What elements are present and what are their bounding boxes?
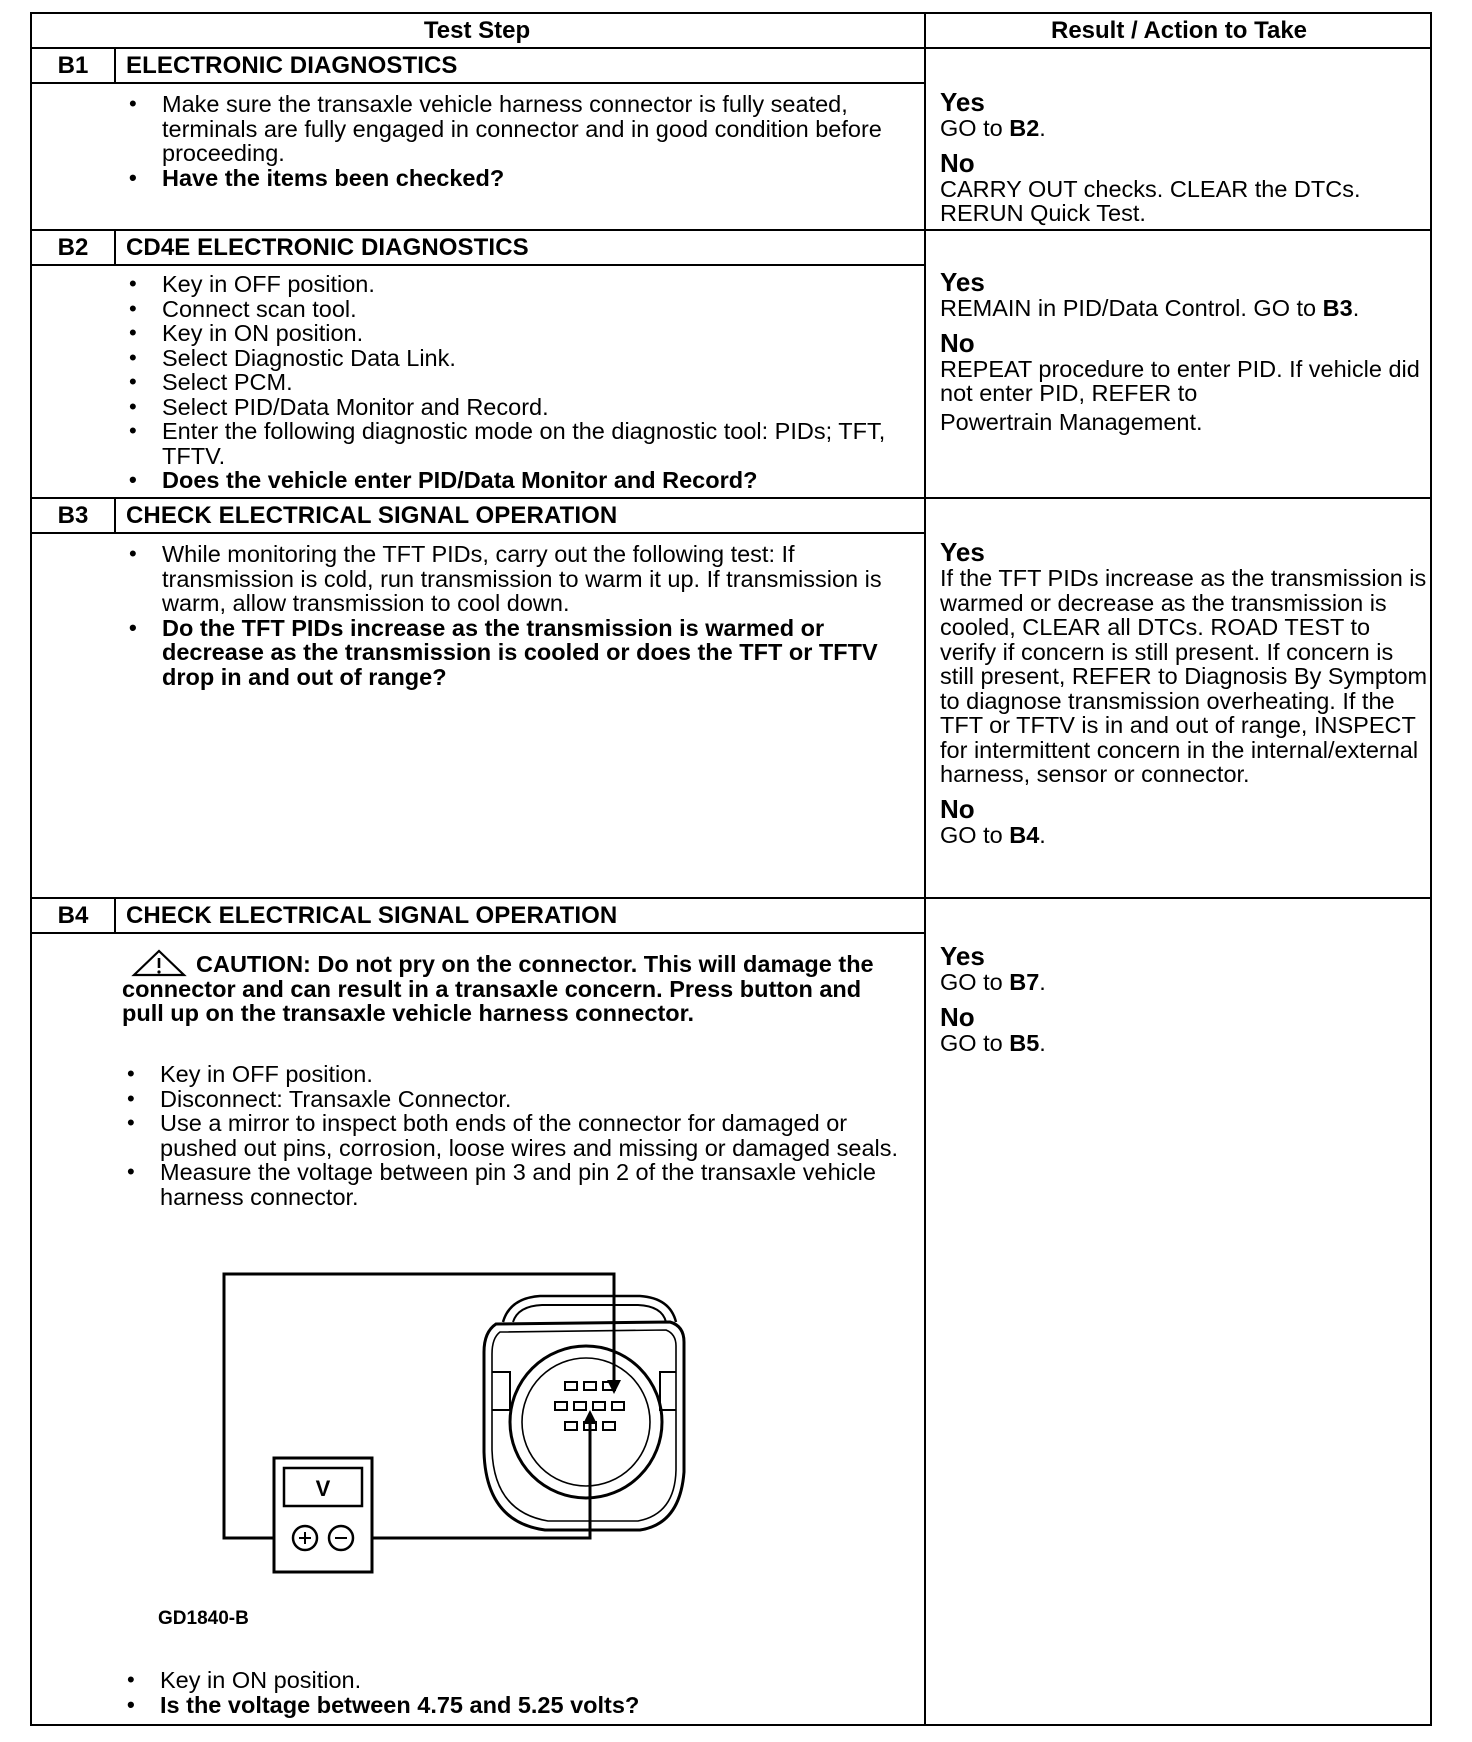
b2-title-divider <box>30 264 924 266</box>
step-id-b1: B1 <box>57 52 89 79</box>
list-item: • While monitoring the TFT PIDs, carry out the following test: If transmission is cold, run transmission to warm it up. If transmission is warm, allow transmission to cool down. <box>126 542 901 616</box>
yes-action <box>940 296 1430 321</box>
list-item: • Select Diagnostic Data Link. <box>126 346 906 371</box>
step-id-b3: B3 <box>57 502 89 529</box>
step-b3-items <box>126 542 901 689</box>
step-ref-b2: B2 <box>1009 115 1040 141</box>
no-action: REPEAT procedure to enter PID. If vehicle did not enter PID, REFER to <box>940 355 1420 406</box>
list-item: • Key in OFF position. <box>126 272 906 297</box>
no-label: No <box>940 1001 975 1032</box>
step-title-b3: CHECK ELECTRICAL SIGNAL OPERATION <box>126 502 618 529</box>
list-item: • Select PID/Data Monitor and Record. <box>126 395 906 420</box>
result-b1 <box>940 88 1430 234</box>
b4-id-divider <box>114 897 116 932</box>
no-text: GO to <box>940 821 1010 848</box>
step-title-b4: CHECK ELECTRICAL SIGNAL OPERATION <box>126 902 618 929</box>
negative-lead-wire <box>341 1418 590 1538</box>
caution-text <box>122 952 892 1026</box>
list-item: • Measure the voltage between pin 3 and pin 2 of the transaxle vehicle harness connector. <box>124 1160 904 1209</box>
list-item-question: • Is the voltage between 4.75 and 5.25 volts? <box>124 1693 904 1718</box>
list-item: • Disconnect: Transaxle Connector. <box>124 1087 904 1112</box>
yes-label: Yes <box>940 941 985 971</box>
no-text: GO to <box>940 1029 1010 1056</box>
list-item: • Key in OFF position. <box>124 1062 904 1087</box>
b4-title-divider <box>30 932 924 934</box>
list-item: • Use a mirror to inspect both ends of the connector for damaged or pushed out pins, corrosion, loose wires and missing or damaged seals. <box>124 1111 904 1160</box>
list-item-question: • Does the vehicle enter PID/Data Monitor and Record? <box>126 468 906 493</box>
figure-label: GD1840-B <box>158 1608 249 1629</box>
yes-label: Yes <box>940 267 985 297</box>
b3-title-divider <box>30 532 924 534</box>
step-b1-items <box>126 92 906 190</box>
yes-text: REMAIN in PID/Data Control. GO to <box>940 295 1323 321</box>
result-b3 <box>940 538 1430 855</box>
step-ref-b7: B7 <box>1009 969 1040 995</box>
voltmeter-icon <box>274 1458 372 1572</box>
step-id-b4: B4 <box>57 902 89 929</box>
step-id-b2: B2 <box>57 234 89 261</box>
list-item: • Enter the following diagnostic mode on the diagnostic tool: PIDs; TFT, TFTV. <box>126 419 906 468</box>
yes-label: Yes <box>940 87 985 117</box>
no-action <box>940 823 1430 848</box>
meter-symbol: V <box>315 1476 331 1501</box>
result-b4 <box>940 942 1430 1063</box>
yes-text: GO to <box>940 969 1010 995</box>
list-item: • Select PCM. <box>126 370 906 395</box>
step-ref-b5: B5 <box>1009 1029 1040 1056</box>
yes-text: GO to <box>940 115 1010 141</box>
column-divider <box>924 12 926 1726</box>
step-ref-b3: B3 <box>1322 295 1353 321</box>
header-test-step: Test Step <box>423 17 531 44</box>
no-action <box>940 1031 1430 1056</box>
yes-label: Yes <box>940 537 985 567</box>
header-result-action: Result / Action to Take <box>1050 17 1308 44</box>
list-item: • Key in ON position. <box>126 321 906 346</box>
result-b2 <box>940 268 1430 442</box>
b1-title-divider <box>30 82 924 84</box>
connector-icon <box>484 1296 684 1530</box>
yes-action: If the TFT PIDs increase as the transmission is warmed or decrease as the transmission is cooled, CLEAR all DTCs. ROAD TEST to verify if concern is still present. If concern is still present, REFER to Diagnosis By Symptom to diagnose transmission overheating. If the TFT or TFTV is in and out of range, INSPECT for intermittent concern in the internal/external harness, sensor or connector. <box>940 565 1428 787</box>
step-b4-items-after <box>124 1668 904 1717</box>
voltage-measurement-diagram <box>210 1262 700 1592</box>
no-text-end: . <box>1039 821 1046 848</box>
b1-id-divider <box>114 47 116 82</box>
list-item: • Make sure the transaxle vehicle harness connector is fully seated, terminals are fully engaged in connector and in good condition before proceeding. <box>126 92 906 166</box>
no-action: CARRY OUT checks. CLEAR the DTCs. RERUN Quick Test. <box>940 175 1361 226</box>
step-title-b2: CD4E ELECTRONIC DIAGNOSTICS <box>126 234 529 261</box>
no-action-reference: Powertrain Management. <box>940 408 1203 435</box>
list-item-question: • Do the TFT PIDs increase as the transmission is warmed or decrease as the transmission is cooled or does the TFT or TFTV drop in and out of range? <box>126 616 901 690</box>
caution-message: CAUTION: Do not pry on the connector. This will damage the connector and can result in a transaxle concern. Press button and pull up on the transaxle vehicle harness connector. <box>122 951 874 1026</box>
step-title-b1: ELECTRONIC DIAGNOSTICS <box>126 52 458 79</box>
no-label: No <box>940 327 975 358</box>
b3-id-divider <box>114 497 116 532</box>
step-ref-b4: B4 <box>1009 821 1040 848</box>
b2-row-end <box>30 497 1432 499</box>
step-b4-items <box>124 1062 904 1209</box>
yes-action <box>940 970 1430 995</box>
yes-text-end: . <box>1352 295 1360 321</box>
no-text-end: . <box>1039 1029 1046 1056</box>
list-item: • Connect scan tool. <box>126 297 906 322</box>
list-item: • Key in ON position. <box>124 1668 904 1693</box>
no-label: No <box>940 147 975 178</box>
yes-action <box>940 116 1430 141</box>
yes-text-end: . <box>1039 115 1046 141</box>
no-label: No <box>940 793 975 824</box>
list-item-question: • Have the items been checked? <box>126 166 906 191</box>
b2-id-divider <box>114 229 116 264</box>
yes-text-end: . <box>1039 969 1046 995</box>
b3-row-end <box>30 897 1432 899</box>
step-b2-items <box>126 272 906 493</box>
